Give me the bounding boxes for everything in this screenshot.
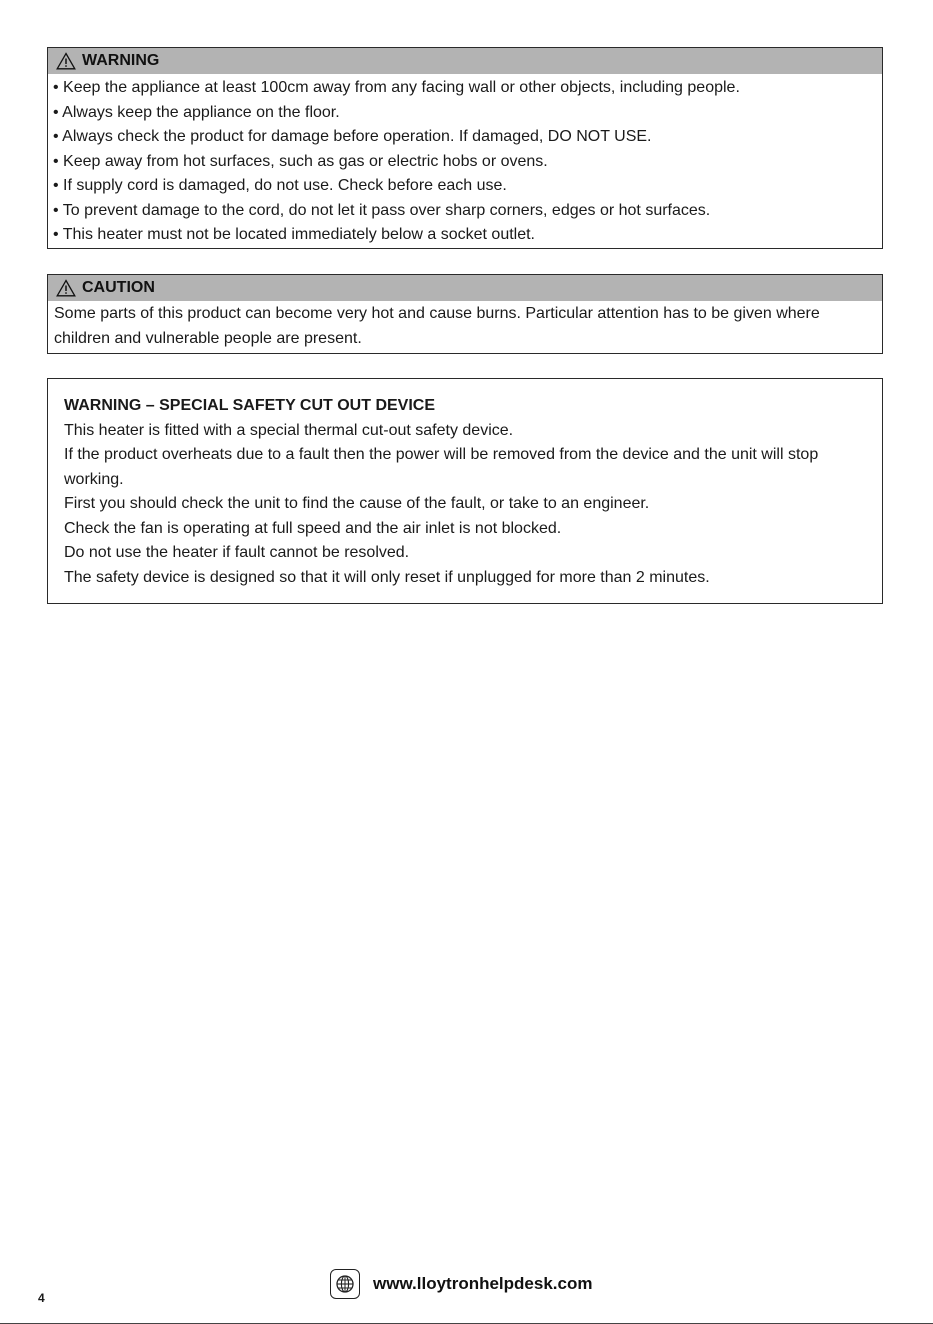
special-paragraph: This heater is fitted with a special thermal cut-out safety device. <box>64 421 514 439</box>
warning-header <box>48 48 882 74</box>
warning-list <box>48 74 882 248</box>
list-item: • To prevent damage to the cord, do not let it pass over sharp corners, edges or hot surfaces. <box>53 201 711 219</box>
special-title: WARNING – SPECIAL SAFETY CUT OUT DEVICE <box>64 397 436 414</box>
special-paragraph: First you should check the unit to find the cause of the fault, or take to an engineer. <box>64 495 650 512</box>
warning-heading: WARNING <box>82 52 160 69</box>
special-paragraph: Do not use the heater if fault cannot be resolved. <box>64 544 410 561</box>
caution-box <box>47 274 883 354</box>
special-paragraph: Check the fan is operating at full speed and the air inlet is not blocked. <box>64 519 562 537</box>
list-item: • Keep the appliance at least 100cm away from any facing wall or other objects, including people. <box>53 79 740 96</box>
warning-triangle-icon <box>56 52 76 70</box>
caution-text: Some parts of this product can become very hot and cause burns. Particular attention has to be given where children and vulnerable people are present. <box>54 305 820 347</box>
list-item: • This heater must not be located immediately below a socket outlet. <box>53 226 535 243</box>
caution-heading: CAUTION <box>82 279 155 296</box>
warning-box <box>47 47 883 249</box>
caution-header <box>48 275 882 301</box>
list-item: • Always keep the appliance on the floor. <box>53 103 340 121</box>
globe-icon <box>330 1269 360 1299</box>
list-item: • Keep away from hot surfaces, such as gas or electric hobs or ovens. <box>53 152 548 170</box>
list-item: • If supply cord is damaged, do not use. Check before each use. <box>53 177 507 194</box>
list-item: • Always check the product for damage before operation. If damaged, DO NOT USE. <box>53 128 652 145</box>
special-paragraph: If the product overheats due to a fault then the power will be removed from the device and the unit will stop working. <box>64 446 819 488</box>
special-safety-box <box>47 378 883 604</box>
footer <box>330 1269 592 1299</box>
warning-triangle-icon <box>56 279 76 297</box>
page-number: 4 <box>38 1291 45 1305</box>
special-paragraph: The safety device is designed so that it will only reset if unplugged for more than 2 minutes. <box>64 568 710 586</box>
helpdesk-link[interactable]: www.lloytronhelpdesk.com <box>373 1274 593 1293</box>
